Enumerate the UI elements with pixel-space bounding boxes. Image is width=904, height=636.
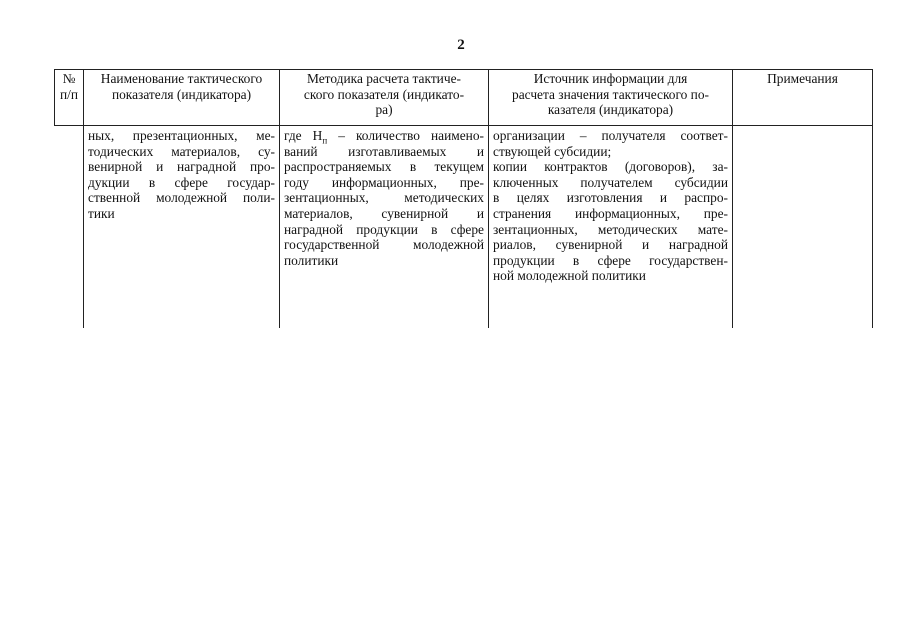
text-line: дукции в сфере государ- bbox=[88, 174, 275, 190]
method-first-line: где $Н_п$ – количество наимено- bbox=[284, 128, 484, 146]
text-line: государственной молодежной bbox=[284, 237, 484, 253]
page-number: 2 bbox=[457, 37, 465, 53]
text-line: тодических материалов, су- bbox=[88, 143, 275, 159]
text-line: организации – получателя соответ- bbox=[493, 128, 728, 143]
header-line: № bbox=[62, 71, 76, 86]
text-line: тики bbox=[88, 205, 115, 221]
header-notes bbox=[733, 70, 873, 126]
text-line: материалов, сувенирной и bbox=[284, 205, 484, 221]
header-line: ского показателя (индикато- bbox=[303, 86, 465, 102]
text-line: зентационных, методических bbox=[284, 190, 484, 206]
text-line: ных, презентационных, ме- bbox=[88, 128, 275, 143]
text-line: странения информационных, пре- bbox=[493, 205, 728, 221]
header-line: казателя (индикатора) bbox=[547, 102, 674, 118]
cell-indicator-name bbox=[84, 126, 280, 329]
text-line: распространяемых в текущем bbox=[284, 159, 484, 175]
text-line: ной молодежной политики bbox=[493, 268, 646, 284]
cell-calculation-method bbox=[280, 126, 489, 329]
text-line: политики bbox=[284, 252, 339, 268]
table-row bbox=[55, 126, 873, 329]
header-line: Наименование тактического bbox=[100, 71, 263, 86]
text-line: продукции в сфере государствен- bbox=[493, 252, 728, 268]
cell-notes bbox=[733, 126, 873, 329]
indicator-table bbox=[54, 69, 873, 328]
text-line: ключенных получателем субсидии bbox=[493, 174, 728, 190]
cell-number bbox=[55, 126, 84, 329]
header-number bbox=[55, 70, 84, 126]
header-indicator-name bbox=[84, 70, 280, 126]
header-line: показателя (индикатора) bbox=[111, 86, 252, 102]
header-line: п/п bbox=[59, 86, 79, 102]
text-line: году информационных, пре- bbox=[284, 174, 484, 190]
header-line: Методика расчета тактиче- bbox=[307, 71, 461, 86]
text-line: риалов, сувенирной и наградной bbox=[493, 237, 728, 253]
text-line: копии контрактов (договоров), за- bbox=[493, 159, 728, 175]
header-calculation-method bbox=[280, 70, 489, 126]
text-line: ствующей субсидии; bbox=[493, 143, 612, 159]
text-line: наградной продукции в сфере bbox=[284, 221, 484, 237]
text-line: ваний изготавливаемых и bbox=[284, 143, 484, 159]
header-line: расчета значения тактического по- bbox=[512, 86, 709, 102]
table-header-row bbox=[55, 70, 873, 126]
text-line: ственной молодежной поли- bbox=[88, 190, 275, 206]
header-line: Примечания bbox=[767, 71, 838, 86]
header-line: ра) bbox=[375, 102, 393, 118]
text-line: в целях изготовления и распро- bbox=[493, 190, 728, 206]
text-line: зентационных, методических мате- bbox=[493, 221, 728, 237]
header-information-source bbox=[489, 70, 733, 126]
header-line: Источник информации для bbox=[533, 71, 688, 86]
text-line: венирной и наградной про- bbox=[88, 159, 275, 175]
cell-information-source bbox=[489, 126, 733, 329]
